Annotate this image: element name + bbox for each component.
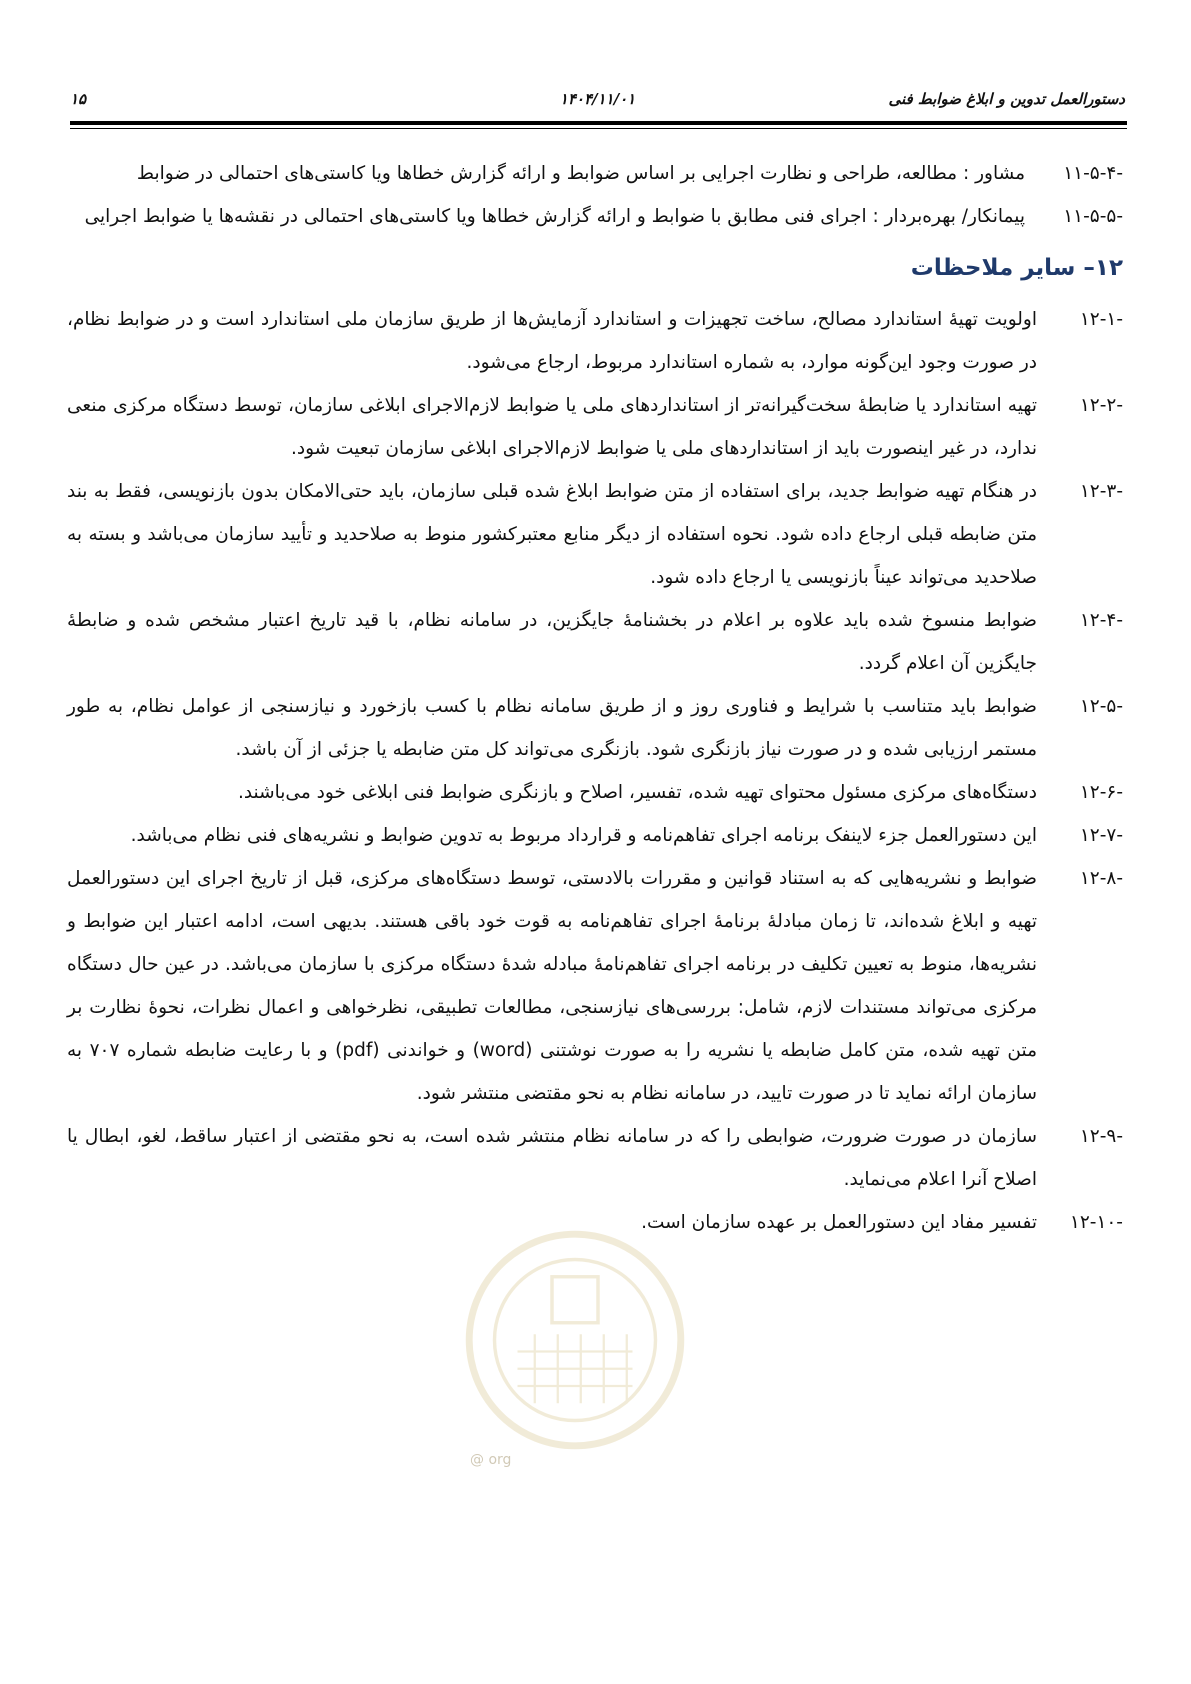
list-item: [67, 384, 1123, 470]
item-text: تفسیر مفاد این دستورالعمل بر عهده سازمان است.: [641, 1212, 1037, 1233]
item-text: پیمانکار/ بهره‌بردار : اجرای فنی مطابق با ضوابط و ارائه گزارش خطاها ویا کاستی‌های احتمالی در نقشه‌ها یا ضوابط اجرایی: [84, 206, 1025, 227]
list-item: [67, 685, 1123, 771]
item-number: ۱۲-۴-: [1079, 610, 1123, 631]
item-text: اولویت تهیهٔ استاندارد مصالح، ساخت تجهیزات و استاندارد آزمایش‌ها از طریق سازمان ملی استاندارد است و در ضوابط نظام، در صورت وجود این‌گونه موارد، به شماره استاندارد مربوط، ارجاع می‌شود.: [67, 309, 1037, 373]
item-number: ۱۲-۸-: [1079, 868, 1123, 889]
list-item: [67, 298, 1123, 384]
item-number: ۱۲-۹-: [1079, 1126, 1123, 1147]
item-text: تهیه استاندارد یا ضابطهٔ سخت‌گیرانه‌تر از استانداردهای ملی یا ضوابط لازم‌الاجرای ابلاغی سازمان، توسط دستگاه مرکزی منعی ندارد، در غیر اینصورت باید از استانداردهای ملی یا ضوابط لازم‌الاجرای ابلاغی سازمان تبعیت شود.: [67, 395, 1037, 459]
header-rule-thick: [70, 121, 1127, 125]
item-text: ضوابط باید متناسب با شرایط و فناوری روز و از طریق سامانه نظام با کسب بازخورد و نیازسنجی از عوامل نظام، به طور مستمر ارزیابی شده و در صورت نیاز بازنگری شود. بازنگری می‌تواند کل متن ضابطه یا جزئی از آن باشد.: [67, 696, 1037, 760]
item-number: ۱۱-۵-۵-: [1063, 206, 1123, 227]
item-number: ۱۲-۳-: [1079, 481, 1123, 502]
list-item: [67, 152, 1123, 195]
list-item: [67, 814, 1123, 857]
page-header: [70, 88, 1125, 114]
item-number: ۱۲-۵-: [1079, 696, 1123, 717]
item-number: ۱۲-۱-: [1079, 309, 1123, 330]
watermark-text: @ org: [470, 1452, 512, 1468]
item-text: ضوابط منسوخ شده باید علاوه بر اعلام در بخشنامهٔ جایگزین، در سامانه نظام، با قید تاریخ اعتبار مشخص شده و ضابطهٔ جایگزین آن اعلام گردد.: [67, 610, 1037, 674]
document-date: ۱۴۰۴/۱۱/۰۱: [559, 90, 636, 108]
list-item: [67, 470, 1123, 599]
item-text: دستگاه‌های مرکزی مسئول محتوای تهیه شده، تفسیر، اصلاح و بازنگری ضوابط فنی ابلاغی خود می‌باشند.: [237, 782, 1037, 803]
list-item: [67, 1201, 1123, 1244]
section-heading: ۱۲– سایر ملاحظات: [910, 255, 1123, 281]
list-item: [67, 195, 1123, 238]
item-number: ۱۲-۷-: [1079, 825, 1123, 846]
item-number: ۱۲-۲-: [1079, 395, 1123, 416]
page-number: ۱۵: [70, 90, 87, 108]
item-text: در هنگام تهیه ضوابط جدید، برای استفاده از متن ضوابط ابلاغ شده قبلی سازمان، باید حتی‌الامکان بدون بازنویسی، فقط به بند متن ضابطه قبلی ارجاع داده شود. نحوه استفاده از دیگر منابع معتبرکشور منوط به صلاحدید و تأیید سازمان می‌باشد و بسته به صلاحدید می‌تواند عیناً بازنویسی یا ارجاع داده شود.: [67, 481, 1037, 588]
item-text: این دستورالعمل جزء لاینفک برنامه اجرای تفاهم‌نامه و قرارداد مربوط به تدوین ضوابط و نشریه‌های فنی نظام می‌باشد.: [130, 825, 1037, 846]
item-number: ۱۲-۶-: [1079, 782, 1123, 803]
watermark-seal-icon: [460, 1225, 690, 1455]
item-number: ۱۲-۱۰-: [1069, 1212, 1123, 1233]
list-item: [67, 599, 1123, 685]
item-text: ضوابط و نشریه‌هایی که به استناد قوانین و مقررات بالادستی، توسط دستگاه‌های مرکزی، قبل از تاریخ اجرای این دستورالعمل تهیه و ابلاغ شده‌اند، تا زمان مبادلهٔ برنامهٔ اجرای تفاهم‌نامه به قوت خود باقی هستند. بدیهی است، ادامه اعتبار این ضوابط و نشریه‌ها، منوط به تعیین تکلیف در برنامه اجرای تفاهم‌نامهٔ مبادله شدهٔ دستگاه مرکزی با سازمان می‌باشد. در عین حال دستگاه مرکزی می‌تواند مستندات لازم، شامل: بررسی‌های نیازسنجی، مطالعات تطبیقی، نظرخواهی و اعمال نظرات، نحوهٔ نظارت بر متن تهیه شده، متن کامل ضابطه یا نشریه را به صورت نوشتنی (word) و خواندنی (pdf) و با رعایت ضابطه شماره ۷۰۷ به سازمان ارائه نماید تا در صورت تایید، در سامانه نظام به نحو مقتضی منتشر شود.: [67, 868, 1037, 1104]
list-item: [67, 771, 1123, 814]
list-item: [67, 857, 1123, 1115]
document-title: دستورالعمل تدوین و ابلاغ ضوابط فنی: [888, 90, 1125, 108]
item-text: سازمان در صورت ضرورت، ضوابطی را که در سامانه نظام منتشر شده است، به نحو مقتضی از اعتبار ساقط، لغو، ابطال یا اصلاح آنرا اعلام می‌نماید.: [67, 1126, 1037, 1190]
page-content: [67, 152, 1123, 1244]
header-rule-thin: [70, 128, 1127, 129]
item-number: ۱۱-۵-۴-: [1063, 163, 1123, 184]
list-item: [67, 1115, 1123, 1201]
item-text: مشاور : مطالعه، طراحی و نظارت اجرایی بر اساس ضوابط و ارائه گزارش خطاها ویا کاستی‌های احتمالی در ضوابط: [136, 163, 1025, 184]
